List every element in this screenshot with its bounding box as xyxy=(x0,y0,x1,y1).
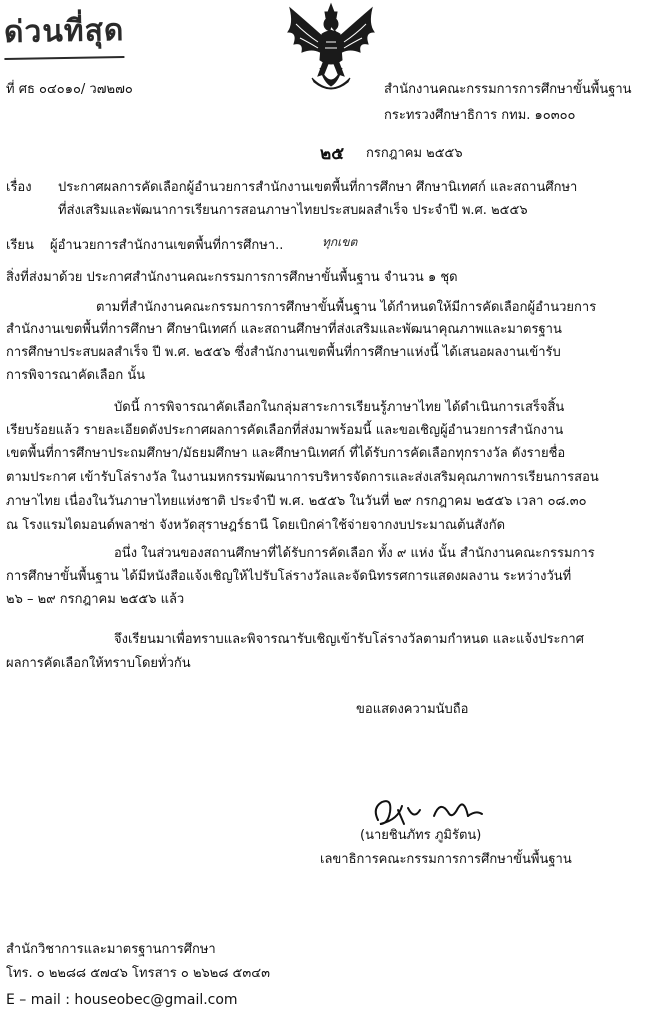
enclosure-line: สิ่งที่ส่งมาด้วย ประกาศสำนักงานคณะกรรมการการศึกษาขั้นพื้นฐาน จำนวน ๑ ชุด xyxy=(6,270,458,285)
office-address: กระทรวงศึกษาธิการ กทม. ๑๐๓๐๐ xyxy=(384,108,576,123)
para1-line: สำนักงานเขตพื้นที่การศึกษา ศึกษานิเทศก์ และสถานศึกษาที่ส่งเสริมและพัฒนาคุณภาพและมาตรฐาน xyxy=(6,322,562,337)
signer-title: เลขาธิการคณะกรรมการการศึกษาขั้นพื้นฐาน xyxy=(320,852,572,867)
subject-label: เรื่อง xyxy=(6,180,32,195)
closing-regards: ขอแสดงความนับถือ xyxy=(356,702,469,717)
recipient-text: ผู้อำนวยการสำนักงานเขตพื้นที่การศึกษา.. xyxy=(50,238,284,253)
para3-line: ๒๖ – ๒๙ กรกฎาคม ๒๕๕๖ แล้ว xyxy=(6,592,185,607)
footer-phone: โทร. ๐ ๒๒๘๘ ๕๗๔๖ โทรสาร ๐ ๒๖๒๘ ๕๓๔๓ xyxy=(6,966,270,981)
para2-line: ภาษาไทย เนื่องในวันภาษาไทยแห่งชาติ ประจำปี พ.ศ. ๒๕๕๖ ในวันที่ ๒๙ กรกฎาคม ๒๕๕๖ เวลา ๐๘.๓๐ xyxy=(6,494,587,509)
para4-line: ผลการคัดเลือกให้ทราบโดยทั่วกัน xyxy=(6,656,191,671)
para1-line: ตามที่สำนักงานคณะกรรมการการศึกษาขั้นพื้นฐาน ได้กำหนดให้มีการคัดเลือกผู้อำนวยการ xyxy=(96,300,597,315)
signer-name: (นายชินภัทร ภูมิรัตน) xyxy=(360,828,482,843)
para1-line: การพิจารณาคัดเลือก นั้น xyxy=(6,368,146,383)
garuda-emblem-icon xyxy=(284,2,378,94)
office-name: สำนักงานคณะกรรมการการศึกษาขั้นพื้นฐาน xyxy=(384,82,632,97)
para2-line: ณ โรงแรมไดมอนด์พลาซ่า จังหวัดสุราษฎร์ธานี โดยเบิกค่าใช้จ่ายจากงบประมาณต้นสังกัด xyxy=(6,518,506,533)
reference-number: ที่ ศธ ๐๔๐๑๐/ ว๗๒๗๐ xyxy=(6,82,133,97)
recipient-label: เรียน xyxy=(6,238,34,253)
para1-line: การศึกษาประสบผลสำเร็จ ปี พ.ศ. ๒๕๕๖ ซึ่งสำนักงานเขตพื้นที่การศึกษาแห่งนี้ ได้เสนอผลงานเข้ารับ xyxy=(6,345,561,360)
para4-line: จึงเรียนมาเพื่อทราบและพิจารณารับเชิญเข้ารับโล่รางวัลตามกำหนด และแจ้งประกาศ xyxy=(114,632,584,647)
footer-email: E – mail : houseobec@gmail.com xyxy=(6,992,238,1008)
recipient-handwritten: ทุกเขต xyxy=(322,235,358,249)
urgency-stamp: ด่วนที่สุด xyxy=(4,7,125,60)
para3-line: การศึกษาขั้นพื้นฐาน ได้มีหนังสือแจ้งเชิญให้ไปรับโล่รางวัลและจัดนิทรรศการแสดงผลงาน ระหว่างวันที่ xyxy=(6,569,572,584)
date-day: ๒๕ xyxy=(320,144,345,164)
subject-line-2: ที่ส่งเสริมและพัฒนาการเรียนการสอนภาษาไทยประสบผลสำเร็จ ประจำปี พ.ศ. ๒๕๕๖ xyxy=(58,203,528,218)
handwritten-signature xyxy=(368,790,488,830)
para3-line: อนึ่ง ในส่วนของสถานศึกษาที่ได้รับการคัดเลือก ทั้ง ๙ แห่ง นั้น สำนักงานคณะกรรมการ xyxy=(114,546,595,561)
para2-line: เขตพื้นที่การศึกษาประถมศึกษา/มัธยมศึกษา และศึกษานิเทศก์ ที่ได้รับการคัดเลือกทุกรางวัล ดังรายชื่อ xyxy=(6,446,566,461)
para2-line: เรียบร้อยแล้ว รายละเอียดดังประกาศผลการคัดเลือกที่ส่งมาพร้อมนี้ และขอเชิญผู้อำนวยการสำนักงาน xyxy=(6,423,564,438)
para2-line: ตามประกาศ เข้ารับโล่รางวัล ในงานมหกรรมพัฒนาการบริหารจัดการและส่งเสริมคุณภาพการเรียนการสอน xyxy=(6,470,599,485)
subject-line-1: ประกาศผลการคัดเลือกผู้อำนวยการสำนักงานเขตพื้นที่การศึกษา ศึกษานิเทศก์ และสถานศึกษา xyxy=(58,180,578,195)
date-month-year: กรกฎาคม ๒๕๕๖ xyxy=(366,146,463,161)
para2-line: บัดนี้ การพิจารณาคัดเลือกในกลุ่มสาระการเรียนรู้ภาษาไทย ได้ดำเนินการเสร็จสิ้น xyxy=(114,400,565,415)
footer-department: สำนักวิชาการและมาตรฐานการศึกษา xyxy=(6,942,216,957)
